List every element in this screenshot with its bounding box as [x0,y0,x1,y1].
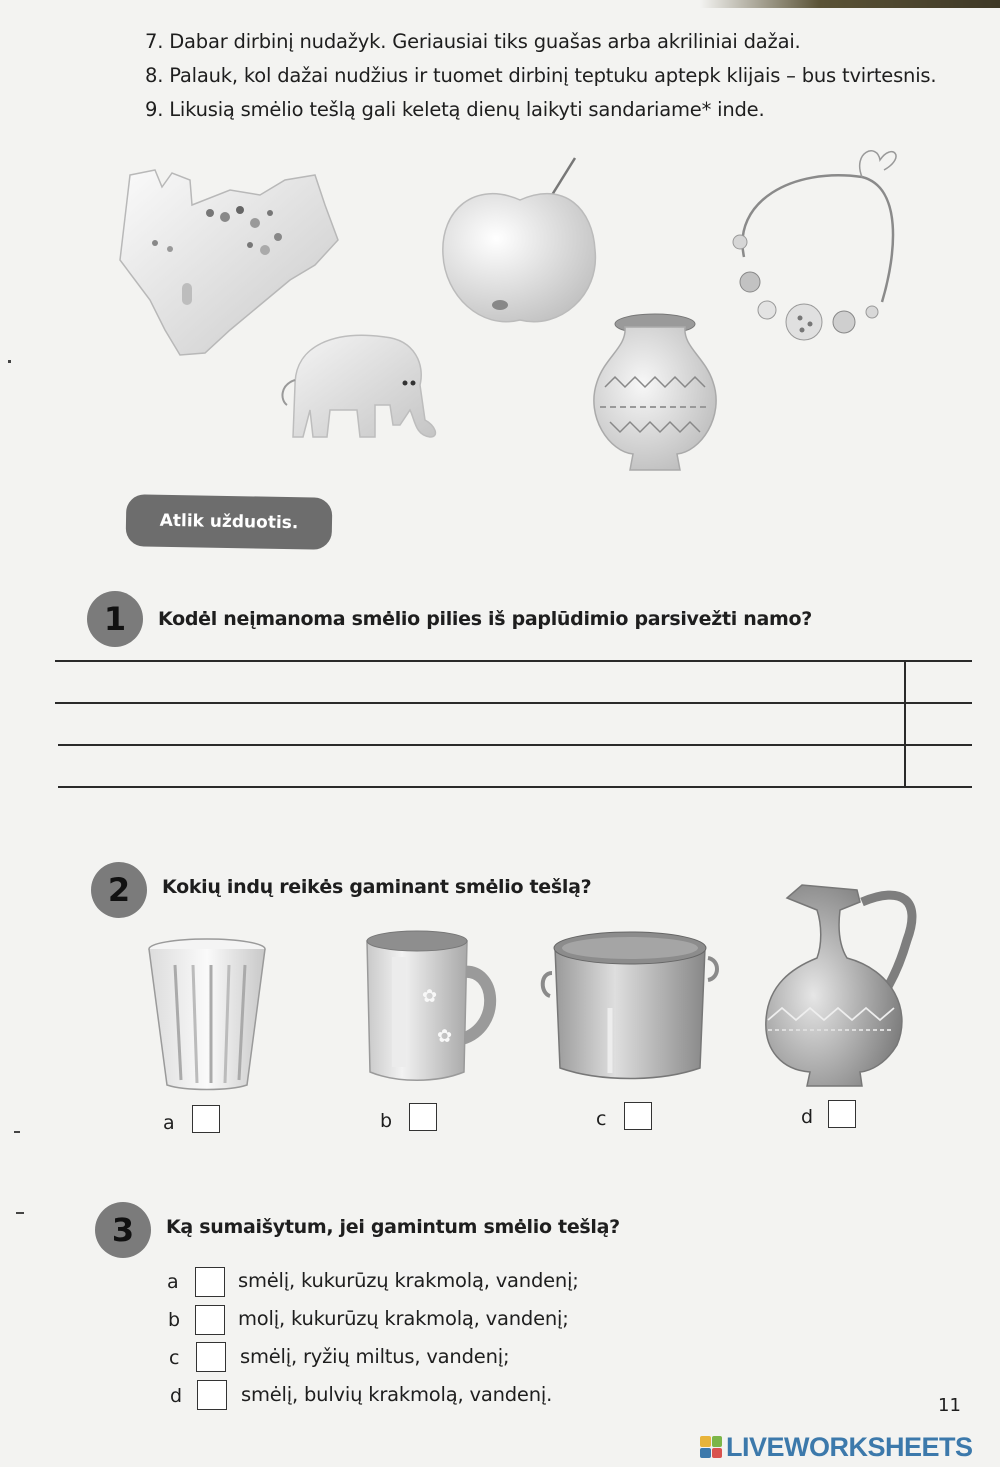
glass-icon [145,935,270,1095]
q2-option-c-letter: c [596,1108,607,1130]
question-1-text: Kodėl neįmanoma smėlio pilies iš paplūdimio parsivežti namo? [158,608,813,630]
question-3-text: Ką sumaišytum, jei gamintum smėlio tešlą? [166,1216,620,1238]
task-label: Atlik užduotis. [126,494,333,550]
q3-option-d-letter: d [170,1385,183,1407]
question-2-text: Kokių indų reikės gaminant smėlio tešlą? [162,876,592,898]
apple-icon [435,155,605,335]
q3-option-b-letter: b [168,1309,181,1331]
answer-line-3[interactable] [58,744,972,746]
brand-text: LIVEWORKSHEETS [726,1431,973,1462]
q3-option-d-text: smėlį, bulvių krakmolą, vandenį. [241,1383,553,1406]
scan-mark [8,360,11,363]
q3-option-b-checkbox[interactable] [195,1305,225,1335]
instruction-9: 9. Likusią smėlio tešlą gali keletą dienų laikyti sandariame* inde. [145,98,765,121]
page-edge-shadow [700,0,1000,8]
q3-option-b-text: molį, kukurūzų krakmolą, vandenį; [238,1307,569,1330]
q2-option-d-letter: d [801,1106,814,1128]
q2-option-a-checkbox[interactable] [192,1105,220,1133]
liveworksheets-brand[interactable] [700,1432,973,1462]
q2-option-b-checkbox[interactable] [409,1103,437,1131]
necklace-icon [722,142,922,352]
svg-text:✿: ✿ [422,986,438,1007]
mug-icon [362,927,502,1085]
q2-option-d-checkbox[interactable] [828,1100,856,1128]
q3-option-a-text: smėlį, kukurūzų krakmolą, vandenį; [238,1269,579,1292]
q3-option-a-letter: a [167,1271,179,1293]
scan-mark [16,1212,24,1214]
answer-margin-line [904,660,906,786]
answer-line-1[interactable] [55,660,972,662]
instruction-8: 8. Palauk, kol dažai nudžius ir tuomet dirbinį teptuku aptepk klijais – bus tvirtesnis. [145,64,937,87]
answer-line-4[interactable] [58,786,972,788]
elephant-icon [275,325,445,450]
vase-icon [585,312,720,474]
question-3-number: 3 [95,1202,151,1258]
svg-text:✿: ✿ [437,1026,453,1047]
q3-option-c-checkbox[interactable] [196,1342,226,1372]
question-1-number: 1 [87,591,143,647]
q3-option-c-text: smėlį, ryžių miltus, vandenį; [240,1345,510,1368]
answer-line-2[interactable] [55,702,972,704]
q2-option-a-letter: a [163,1112,175,1134]
q2-option-c-checkbox[interactable] [624,1102,652,1130]
question-2-number: 2 [91,862,147,918]
scan-mark [14,1131,20,1133]
q3-option-a-checkbox[interactable] [195,1267,225,1297]
jug-icon [762,880,922,1090]
instruction-7: 7. Dabar dirbinį nudažyk. Geriausiai tiks guašas arba akriliniai dažai. [145,30,801,53]
liveworksheets-logo-icon [700,1436,722,1458]
page-number: 11 [938,1395,961,1416]
q3-option-c-letter: c [169,1347,180,1369]
q3-option-d-checkbox[interactable] [197,1380,227,1410]
pot-icon [540,928,720,1083]
q2-option-b-letter: b [380,1110,393,1132]
